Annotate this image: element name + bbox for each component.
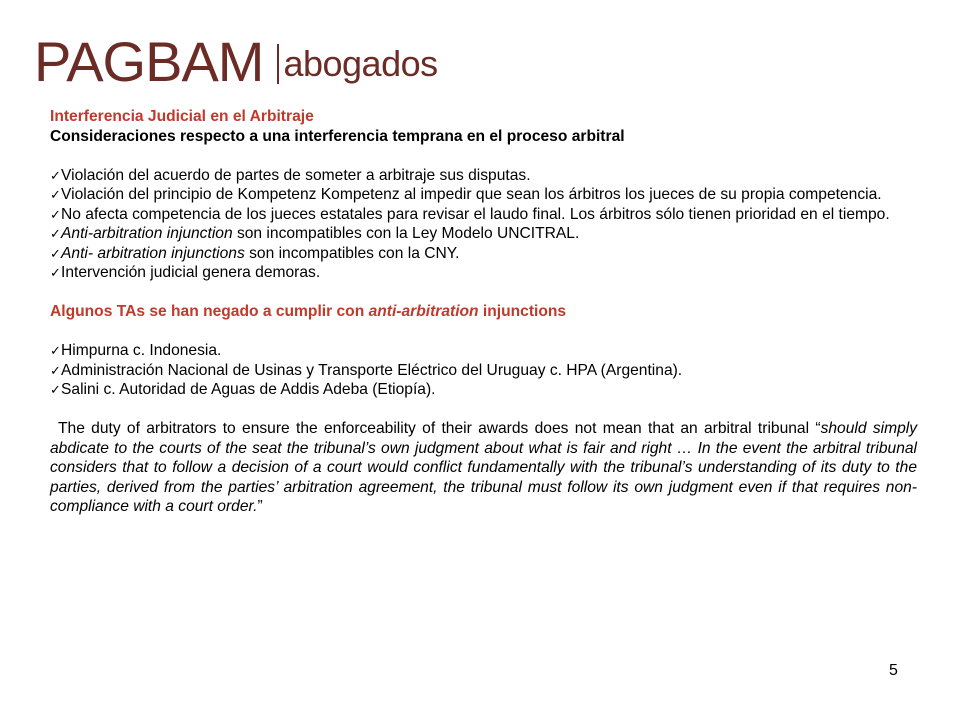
bullet-list-cases	[50, 341, 917, 400]
list-item	[50, 341, 917, 361]
list-item	[50, 380, 917, 400]
list-item-text: Himpurna c. Indonesia.	[61, 342, 222, 359]
list-item-text: Salini c. Autoridad de Aguas de Addis Adeba (Etiopía).	[61, 381, 436, 398]
list-item-text: son incompatibles con la CNY.	[244, 244, 460, 262]
check-icon: ✓	[50, 226, 61, 241]
quote-intro: The duty of arbitrators to ensure the enforceability of their awards does not mean that an arbitral tribunal	[58, 420, 816, 437]
list-item	[50, 244, 917, 264]
list-item-text: son incompatibles con la Ley Modelo UNCITRAL.	[232, 225, 580, 242]
logo-main-text: PAGBAM	[34, 30, 264, 93]
check-icon: ✓	[50, 245, 61, 261]
list-item	[50, 224, 917, 244]
check-icon: ✓	[50, 265, 61, 280]
list-item	[50, 361, 917, 381]
logo	[34, 30, 438, 93]
list-item-text: Violación del principio de Kompetenz Kompetenz al impedir que sean los árbitros los jueces de su propia competencia.	[61, 186, 882, 203]
list-item	[50, 205, 917, 225]
logo-divider	[277, 44, 279, 84]
check-icon: ✓	[50, 206, 61, 222]
check-icon: ✓	[50, 187, 61, 202]
list-item-text: Administración Nacional de Usinas y Transporte Eléctrico del Uruguay c. HPA (Argentina).	[61, 361, 683, 379]
check-icon: ✓	[50, 167, 61, 183]
list-item	[50, 263, 917, 283]
list-item	[50, 185, 917, 205]
page-number: 5	[889, 662, 898, 679]
quote-italic: should simply abdicate to the courts of the seat the tribunal’s own judgment about what is fair and right … In the event the arbitral tribunal considers that to follow a decision of a court would conflict fundamentally with the tribunal’s understanding of its duty to the parties, derived from the parties’ arbitration agreement, the tribunal must follow its own judgment even if that requires non-compliance with a court order.	[50, 420, 918, 515]
check-icon: ✓	[50, 362, 61, 378]
list-item	[50, 166, 917, 186]
section-heading: Algunos TAs se han negado a cumplir con anti-arbitration injunctions	[50, 303, 567, 320]
subtitle-heading: Consideraciones respecto a una interferencia temprana en el proceso arbitral	[50, 127, 625, 145]
list-item-text: No afecta competencia de los jueces estatales para revisar el laudo final. Los árbitros sólo tienen prioridad en el tiempo.	[61, 205, 890, 223]
check-icon: ✓	[50, 382, 61, 397]
list-item-text: Intervención judicial genera demoras.	[61, 264, 321, 281]
list-item-italic-text: Anti-arbitration injunction	[61, 225, 233, 242]
check-icon: ✓	[50, 343, 61, 358]
slide-content	[50, 107, 917, 517]
bullet-list-considerations	[50, 166, 917, 283]
logo-sub-text: abogados	[283, 43, 438, 84]
list-item-text: Violación del acuerdo de partes de someter a arbitraje sus disputas.	[61, 166, 531, 184]
title-heading: Interferencia Judicial en el Arbitraje	[50, 108, 314, 125]
quote-paragraph: The duty of arbitrators to ensure the enforceability of their awards does not mean that an arbitral tribunal “should simply abdicate to the courts of the seat the tribunal’s own judgment about what is fair and right … In the event the arbitral tribunal considers that to follow a decision of a court would conflict fundamentally with the tribunal’s understanding of its duty to the parties, derived from the parties’ arbitration agreement, the tribunal must follow its own judgment even if that requires non-compliance with a court order.”	[50, 420, 918, 515]
list-item-italic-text: Anti- arbitration injunctions	[61, 244, 245, 262]
